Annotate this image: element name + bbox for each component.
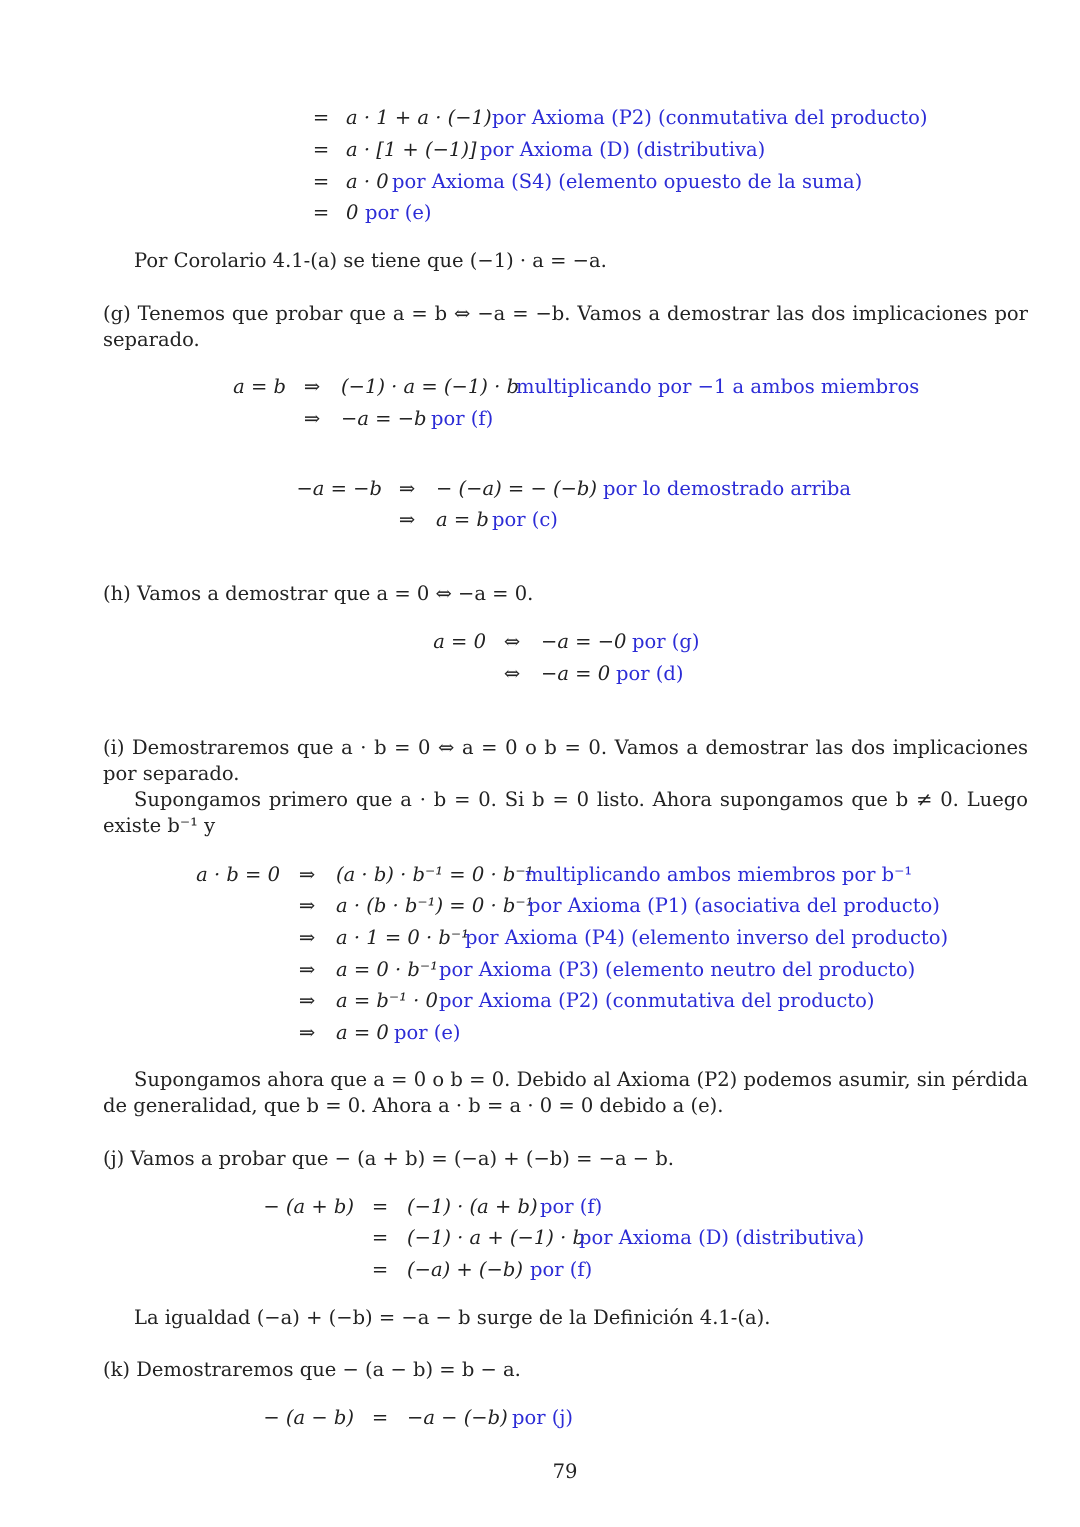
eq-operator: ⇒ [398,508,416,531]
eq-expression: −a = −0 [541,630,627,653]
eq-expression: a = b⁻¹ · 0 [336,989,438,1012]
eq-expression: − (−a) = − (−b) [436,477,598,500]
paragraph-part-i: (i) Demostraremos que a · b = 0 ⇔ a = 0 o b = 0. Vamos a demostrar las dos implicaciones por separado. [103,736,1028,785]
eq-operator: ⇒ [298,894,316,917]
eq-operator: ⇒ [303,375,321,398]
eq-expression: a · [1 + (−1)] [346,138,477,161]
eq-expression: (a · b) · b⁻¹ = 0 · b⁻¹ [336,863,534,886]
eq-lhs: −a = −b [296,477,382,500]
eq-justification: por Axioma (P4) (elemento inverso del producto) [465,926,949,949]
eq-lhs: a = b [233,375,286,398]
eq-expression: a · (b · b⁻¹) = 0 · b⁻¹ [336,894,534,917]
eq-operator: ⇒ [303,407,321,430]
eq-justification: por (e) [394,1021,461,1044]
paragraph-conclusion-f: Por Corolario 4.1-(a) se tiene que (−1) · a = −a. [134,249,607,272]
eq-operator: ⇒ [298,1021,316,1044]
eq-expression: a · 1 = 0 · b⁻¹ [336,926,469,949]
paragraph-part-i-case2: Supongamos ahora que a = 0 o b = 0. Debido al Axioma (P2) podemos asumir, sin pérdida de generalidad, que b = 0. Ahora a · b = a · 0 = 0 debido a (e). [103,1068,1028,1117]
paragraph-conclusion-j: La igualdad (−a) + (−b) = −a − b surge de la Definición 4.1-(a). [134,1306,771,1329]
eq-expression: a = 0 · b⁻¹ [336,958,438,981]
eq-justification: multiplicando por −1 a ambos miembros [516,375,920,398]
eq-justification: por (j) [512,1406,574,1429]
eq-operator: ⇒ [398,477,416,500]
eq-expression: (−1) · a = (−1) · b [341,375,519,398]
eq-operator: = [312,201,330,224]
eq-expression: (−1) · a + (−1) · b [407,1226,585,1249]
eq-operator: ⇔ [503,662,521,685]
eq-expression: (−1) · (a + b) [407,1195,538,1218]
eq-expression: a = b [436,508,489,531]
eq-justification: por Axioma (P3) (elemento neutro del producto) [439,958,916,981]
eq-lhs: a · b = 0 [196,863,280,886]
eq-operator: = [371,1226,389,1249]
paragraph-part-k: (k) Demostraremos que − (a − b) = b − a. [103,1358,521,1381]
eq-expression: 0 [346,201,359,224]
eq-lhs: a = 0 [433,630,486,653]
eq-operator: = [312,106,330,129]
paragraph-part-j: (j) Vamos a probar que − (a + b) = (−a) + (−b) = −a − b. [103,1147,674,1170]
eq-operator: ⇒ [298,863,316,886]
eq-expression: a = 0 [336,1021,389,1044]
eq-operator: = [312,170,330,193]
eq-justification: por Axioma (P2) (conmutativa del producto) [439,989,875,1012]
paragraph-part-i-case1: Supongamos primero que a · b = 0. Si b = 0 listo. Ahora supongamos que b ≠ 0. Luego existe b⁻¹ y [103,788,1028,837]
eq-justification: por Axioma (S4) (elemento opuesto de la suma) [392,170,863,193]
eq-justification: por (f) [530,1258,593,1281]
eq-operator: = [371,1406,389,1429]
eq-justification: por (f) [431,407,494,430]
eq-justification: por (g) [632,630,700,653]
eq-justification: por (d) [616,662,684,685]
paragraph-part-g: (g) Tenemos que probar que a = b ⇔ −a = −b. Vamos a demostrar las dos implicaciones por separado. [103,302,1028,351]
eq-operator: ⇒ [298,926,316,949]
paragraph-part-h: (h) Vamos a demostrar que a = 0 ⇔ −a = 0. [103,582,534,605]
eq-expression: (−a) + (−b) [407,1258,523,1281]
eq-justification: por lo demostrado arriba [603,477,851,500]
eq-justification: por (e) [365,201,432,224]
eq-operator: = [371,1258,389,1281]
eq-expression: −a = −b [341,407,427,430]
eq-operator: = [312,138,330,161]
eq-expression: a · 1 + a · (−1) [346,106,492,129]
page-number: 79 [552,1460,578,1483]
eq-justification: por Axioma (D) (distributiva) [480,138,766,161]
eq-justification: multiplicando ambos miembros por b⁻¹ [525,863,913,886]
eq-justification: por (c) [492,508,558,531]
eq-operator: = [371,1195,389,1218]
eq-operator: ⇔ [503,630,521,653]
eq-expression: −a = 0 [541,662,611,685]
eq-justification: por Axioma (P1) (asociativa del producto) [528,894,940,917]
eq-lhs: − (a − b) [263,1406,354,1429]
eq-justification: por Axioma (D) (distributiva) [579,1226,865,1249]
eq-justification: por Axioma (P2) (conmutativa del producto) [492,106,928,129]
eq-operator: ⇒ [298,989,316,1012]
eq-expression: −a − (−b) [407,1406,508,1429]
eq-operator: ⇒ [298,958,316,981]
eq-lhs: − (a + b) [263,1195,354,1218]
eq-justification: por (f) [540,1195,603,1218]
eq-expression: a · 0 [346,170,389,193]
